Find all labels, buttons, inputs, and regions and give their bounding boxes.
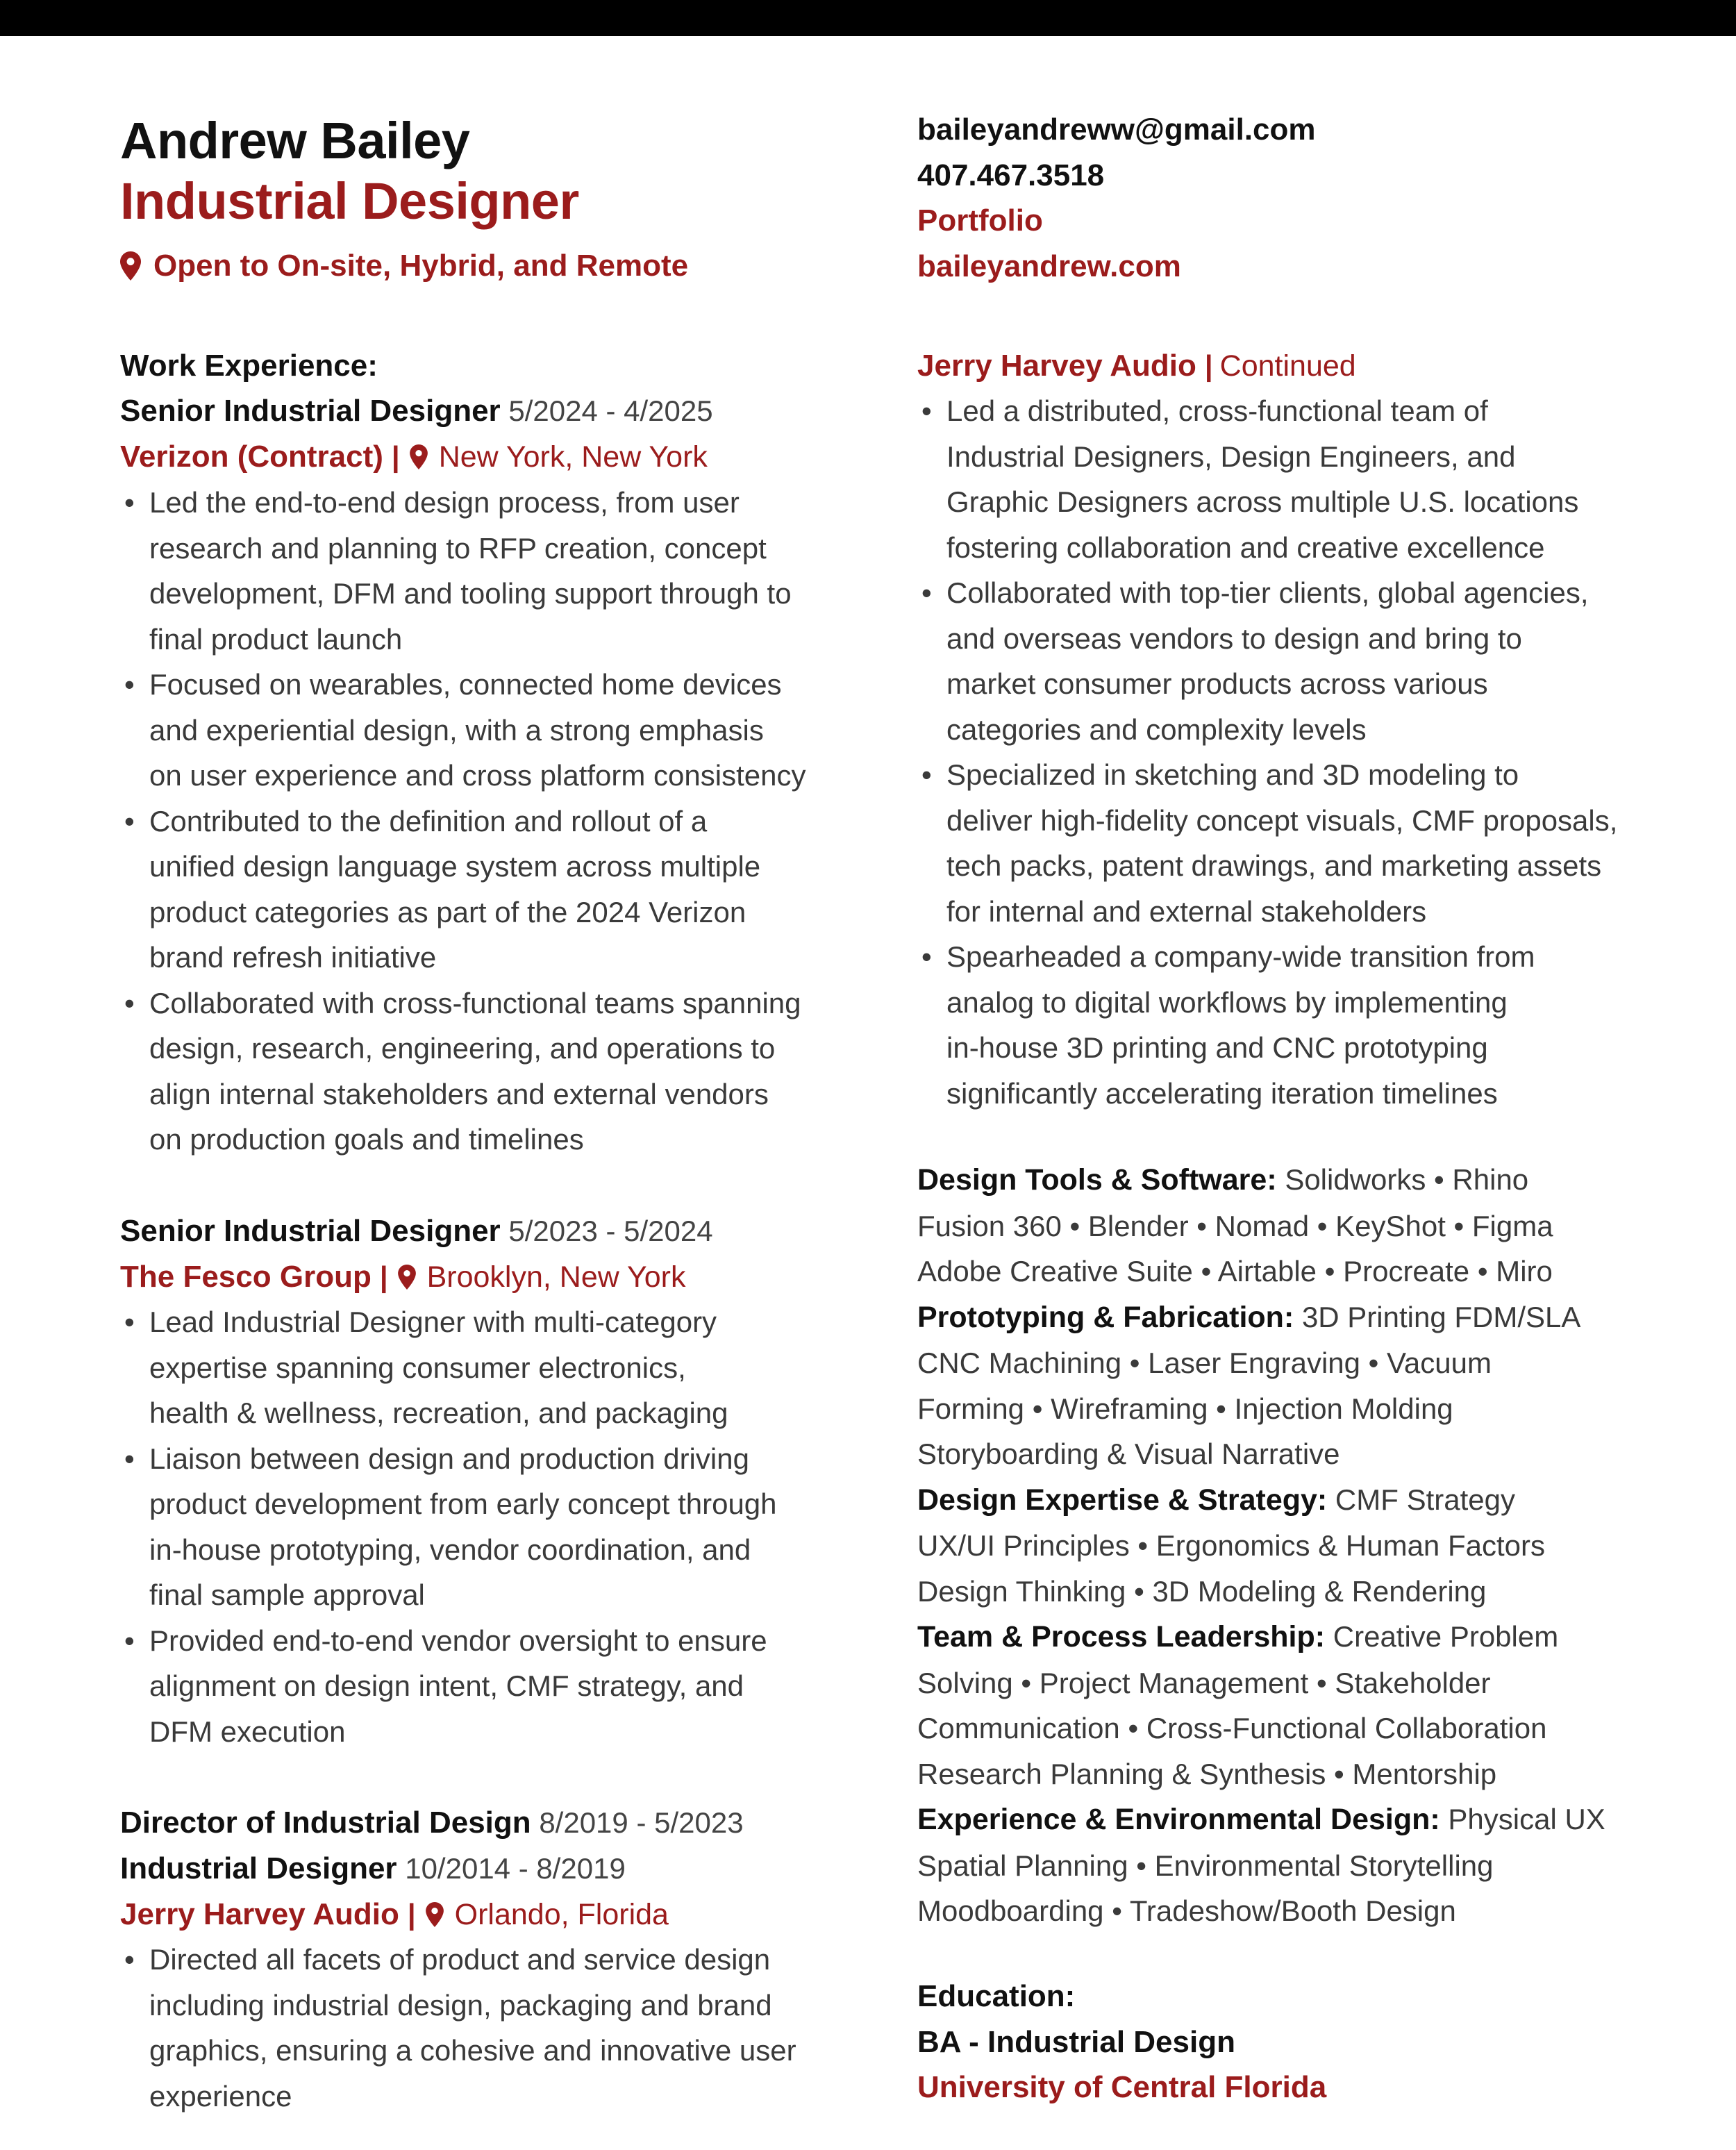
skill-row: Solving • Project Management • Stakeholder (917, 1666, 1491, 1699)
education-degree: BA - Industrial Design (917, 2025, 1235, 2059)
job-dates: 8/2019 - 5/2023 (539, 1806, 744, 1839)
list-item: • Collaborated with top-tier clients, global agencies, and overseas vendors to design and bring to market consumer products across various categories and complexity levels (917, 570, 1617, 752)
skills-section (917, 1157, 1605, 1934)
job-dates: 5/2023 - 5/2024 (508, 1215, 713, 1247)
candidate-role: Industrial Designer (120, 172, 579, 230)
fesco-bullets (120, 1299, 777, 1754)
availability-line (120, 243, 688, 289)
skill-row: Experience & Environmental Design: Physical UX (917, 1803, 1605, 1836)
jha-title-line-2 (120, 1846, 626, 1892)
separator: | (391, 440, 400, 473)
separator: | (407, 1898, 416, 1931)
skill-row: Prototyping & Fabrication: 3D Printing FDM/SLA (917, 1300, 1581, 1334)
fesco-company-line (120, 1254, 685, 1301)
jha-bullets (120, 1937, 796, 2119)
skill-row: Adobe Creative Suite • Airtable • Procreate • Miro (917, 1255, 1553, 1288)
job-location: Orlando, Florida (454, 1898, 669, 1931)
separator: | (1204, 349, 1213, 382)
top-bar (0, 0, 1736, 36)
job-location: New York, New York (438, 440, 708, 474)
job-title: Senior Industrial Designer (120, 394, 501, 428)
skill-label: Team & Process Leadership: (917, 1620, 1326, 1653)
list-item: • Lead Industrial Designer with multi-category expertise spanning consumer electronics, health & wellness, recreation, and packaging (120, 1299, 777, 1436)
list-item: • Contributed to the definition and rollout of a unified design language system across multiple product categories as part of the 2024 Verizon brand refresh initiative (120, 799, 806, 981)
skill-row: Spatial Planning • Environmental Storytelling (917, 1849, 1494, 1882)
skill-row: Team & Process Leadership: Creative Problem (917, 1620, 1559, 1653)
skill-row: Moodboarding • Tradeshow/Booth Design (917, 1894, 1456, 1927)
location-pin-icon (426, 1902, 444, 1927)
contact-block (917, 107, 1316, 289)
skill-row: UX/UI Principles • Ergonomics & Human Factors (917, 1529, 1545, 1562)
skill-label: Design Tools & Software: (917, 1163, 1277, 1197)
location-pin-icon (398, 1265, 416, 1290)
email-link[interactable]: baileyandreww@gmail.com (917, 112, 1316, 147)
list-item: • Focused on wearables, connected home devices and experiential design, with a strong emphasis on user experience and cross platform consistency (120, 662, 806, 799)
verizon-title-line (120, 388, 713, 434)
work-experience-heading: Work Experience: (120, 349, 378, 383)
list-item: • Spearheaded a company-wide transition from analog to digital workflows by implementing in-house 3D printing and CNC prototyping significantly accelerating iteration timelines (917, 934, 1617, 1116)
skill-label: Design Expertise & Strategy: (917, 1483, 1328, 1517)
job-location: Brooklyn, New York (426, 1260, 686, 1294)
list-item: • Collaborated with cross-functional teams spanning design, research, engineering, and operations to align internal stakeholders and external vendors on production goals and timelines (120, 981, 806, 1162)
job-title: Director of Industrial Design (120, 1806, 531, 1840)
jha-continued-line (917, 343, 1356, 390)
job-dates: 10/2014 - 8/2019 (405, 1852, 626, 1885)
jha-continued-bullets (917, 388, 1617, 1116)
skill-row: Storyboarding & Visual Narrative (917, 1438, 1340, 1470)
skill-row: Fusion 360 • Blender • Nomad • KeyShot • Figma (917, 1209, 1553, 1242)
skill-row: Communication • Cross-Functional Collaboration (917, 1712, 1547, 1744)
verizon-company-line (120, 434, 708, 481)
list-item: • Specialized in sketching and 3D modeling to deliver high-fidelity concept visuals, CMF proposals, tech packs, patent drawings, and marketing assets for internal and external stakeholders (917, 752, 1617, 934)
skill-row: Design Expertise & Strategy: CMF Strategy (917, 1483, 1515, 1517)
verizon-bullets (120, 480, 806, 1162)
education-school: University of Central Florida (917, 2070, 1327, 2104)
company-name: The Fesco Group (120, 1260, 372, 1294)
skill-row: CNC Machining • Laser Engraving • Vacuum (917, 1347, 1492, 1379)
skill-row: Design Thinking • 3D Modeling & Rendering (917, 1574, 1487, 1608)
company-name: Jerry Harvey Audio (917, 349, 1196, 383)
website-link[interactable]: baileyandrew.com (917, 249, 1181, 283)
job-title: Senior Industrial Designer (120, 1214, 501, 1248)
job-dates: 5/2024 - 4/2025 (508, 394, 713, 427)
education-heading: Education: (917, 1979, 1076, 2013)
skill-label: Experience & Environmental Design: (917, 1803, 1440, 1836)
availability-text: Open to On-site, Hybrid, and Remote (153, 249, 689, 283)
list-item: • Led the end-to-end design process, from user research and planning to RFP creation, concept development, DFM and tooling support through to final product launch (120, 480, 806, 662)
list-item: • Led a distributed, cross-functional team of Industrial Designers, Design Engineers, and Graphic Designers across multiple U.S. locations fostering collaboration and creative excellence (917, 388, 1617, 570)
company-name: Verizon (Contract) (120, 440, 383, 474)
separator: | (379, 1260, 388, 1293)
location-pin-icon (410, 444, 428, 469)
phone-number[interactable]: 407.467.3518 (917, 158, 1105, 192)
location-pin-icon (120, 251, 141, 281)
company-name: Jerry Harvey Audio (120, 1897, 399, 1931)
skill-row: Design Tools & Software: Solidworks • Rhino (917, 1163, 1529, 1197)
skill-row: Forming • Wireframing • Injection Molding (917, 1392, 1453, 1425)
list-item: • Provided end-to-end vendor oversight to ensure alignment on design intent, CMF strategy, and DFM execution (120, 1618, 777, 1755)
fesco-title-line (120, 1208, 713, 1254)
list-item: • Liaison between design and production driving product development from early concept through in-house prototyping, vendor coordination, and final sample approval (120, 1436, 777, 1618)
skill-row: Research Planning & Synthesis • Mentorship (917, 1757, 1497, 1790)
list-item: • Directed all facets of product and service design including industrial design, packaging and brand graphics, ensuring a cohesive and innovative user experience (120, 1937, 796, 2119)
portfolio-link[interactable]: Portfolio (917, 203, 1043, 238)
jha-company-line (120, 1892, 669, 1938)
candidate-name: Andrew Bailey (120, 112, 470, 169)
skill-label: Prototyping & Fabrication: (917, 1300, 1294, 1334)
job-title: Industrial Designer (120, 1851, 397, 1885)
jha-title-line-1 (120, 1800, 744, 1846)
continued-label: Continued (1219, 349, 1356, 383)
